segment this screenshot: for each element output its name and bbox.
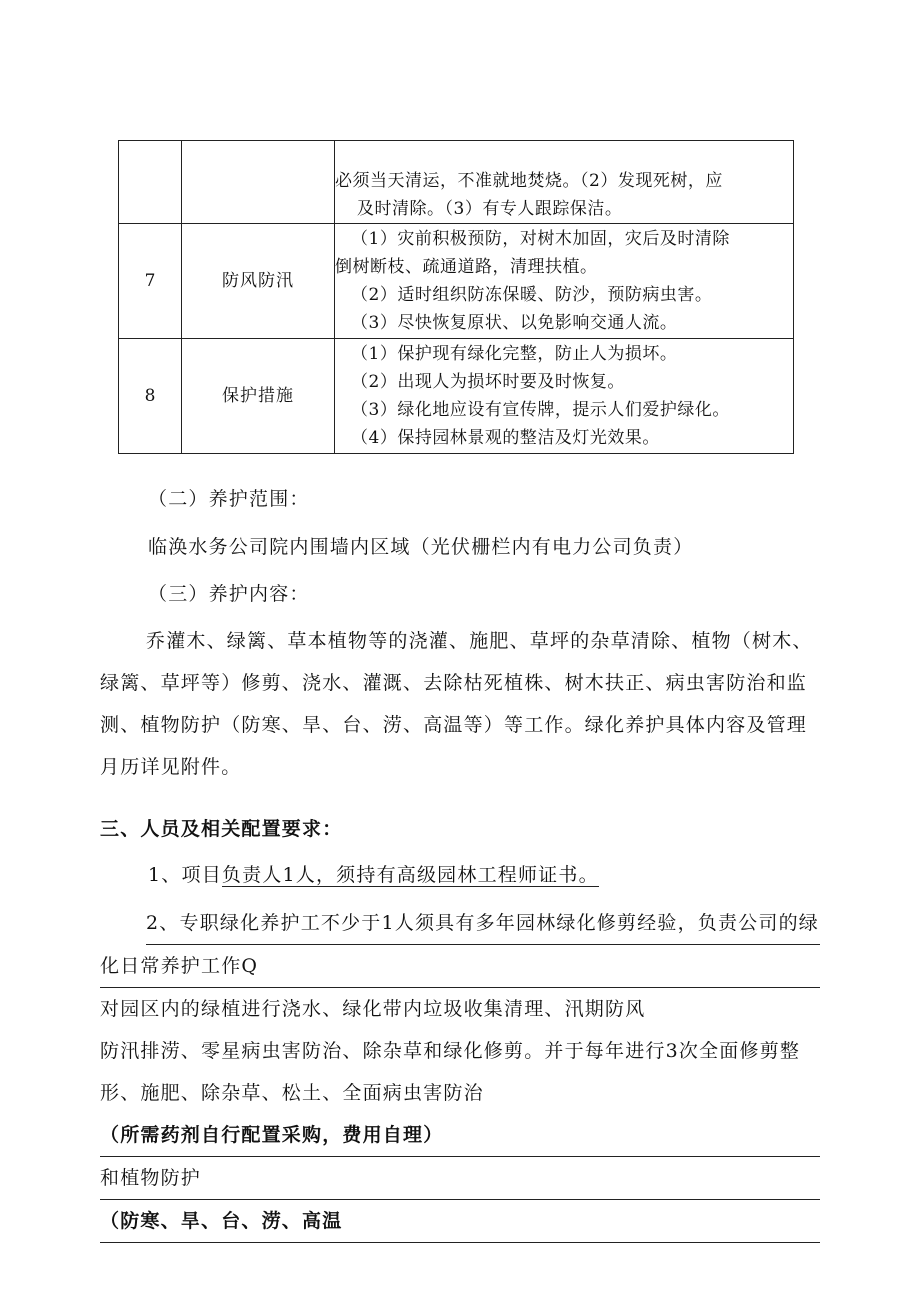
description-line: 及时清除。（3）有专人跟踪保洁。 bbox=[357, 199, 623, 219]
item1-prefix: 1、项目 bbox=[148, 864, 222, 886]
item2-line bbox=[100, 1072, 820, 1157]
description-line: （3）尽快恢复原状、以免影响交通人流。 bbox=[351, 313, 678, 333]
requirement-item-1 bbox=[148, 860, 868, 887]
item2-line4-plain: 形、施肥、除杂草、松土、全面病虫害防治 bbox=[100, 1082, 484, 1104]
description-line: 倒树断枝、疏通道路，清理扶植。 bbox=[335, 257, 598, 277]
item2-line: 防汛排涝、零星病虫害防治、除杂草和绿化修剪。并于每年进行3次全面修剪整 bbox=[100, 1040, 801, 1062]
description-line: （3）绿化地应设有宣传牌，提示人们爱护绿化。 bbox=[351, 400, 730, 420]
row-description bbox=[335, 339, 794, 454]
table-row bbox=[119, 141, 794, 224]
content-line: 乔灌木、绿篱、草本植物等的浇灌、施肥、草坪的杂草清除、植物（树木、 bbox=[146, 630, 813, 652]
description-line: （1）灾前积极预防，对树木加固，灾后及时清除 bbox=[351, 229, 730, 249]
content-line: 月历详见附件。 bbox=[100, 756, 242, 778]
item2-line2-underlined: 化日常养护工作Q bbox=[100, 945, 820, 988]
item2-line5-bold: （防寒、旱、台、涝、高温 bbox=[100, 1200, 820, 1243]
section-heading: 三、人员及相关配置要求： bbox=[100, 818, 343, 840]
description-line: （2）适时组织防冻保暖、防沙，预防病虫害。 bbox=[351, 285, 713, 305]
content-heading: （三）养护内容： bbox=[148, 583, 310, 605]
description-line: （1）保护现有绿化完整，防止人为损坏。 bbox=[351, 344, 678, 364]
row-number bbox=[119, 141, 182, 224]
table-row bbox=[119, 224, 794, 339]
item2-line4-bold: （所需药剂自行配置采购，费用自理） bbox=[100, 1114, 820, 1157]
row-name: 防风防汛 bbox=[182, 224, 335, 339]
requirement-item-2 bbox=[100, 902, 820, 1243]
measures-table bbox=[118, 140, 794, 454]
description-line: （4）保持园林景观的整洁及灯光效果。 bbox=[351, 428, 660, 448]
row-description bbox=[335, 141, 794, 224]
row-name: 保护措施 bbox=[182, 339, 335, 454]
item2-line bbox=[100, 945, 820, 1030]
row-number: 8 bbox=[119, 339, 182, 454]
row-description bbox=[335, 224, 794, 339]
content-line: 绿篱、草坪等）修剪、浇水、灌溉、去除枯死植株、树木扶正、病虫害防治和监 bbox=[100, 672, 808, 694]
item2-line5-plain: 和植物防护 bbox=[100, 1157, 820, 1200]
description-line: 必须当天清运，不准就地焚烧。（2）发现死树，应 bbox=[335, 171, 723, 191]
content-body bbox=[100, 620, 820, 788]
table-row bbox=[119, 339, 794, 454]
item2-line1: 2、专职绿化养护工不少于1人须具有多年园林绿化修剪经验，负责公司的绿 bbox=[146, 902, 820, 945]
content-line: 测、植物防护（防寒、旱、台、涝、高温等）等工作。绿化养护具体内容及管理 bbox=[100, 714, 808, 736]
scope-heading: （二）养护范围： bbox=[148, 488, 310, 510]
item2-line bbox=[100, 902, 820, 945]
item1-underlined: 负责人1人，须持有高级园林工程师证书。 bbox=[221, 864, 599, 886]
description-line: （2）出现人为损坏时要及时恢复。 bbox=[351, 372, 625, 392]
item2-line bbox=[100, 1157, 820, 1243]
scope-text: 临涣水务公司院内围墙内区域（光伏栅栏内有电力公司负责） bbox=[148, 536, 694, 558]
row-name bbox=[182, 141, 335, 224]
item2-line2-rest: 对园区内的绿植进行浇水、绿化带内垃圾收集清理、汛期防风 bbox=[100, 998, 646, 1020]
row-number: 7 bbox=[119, 224, 182, 339]
